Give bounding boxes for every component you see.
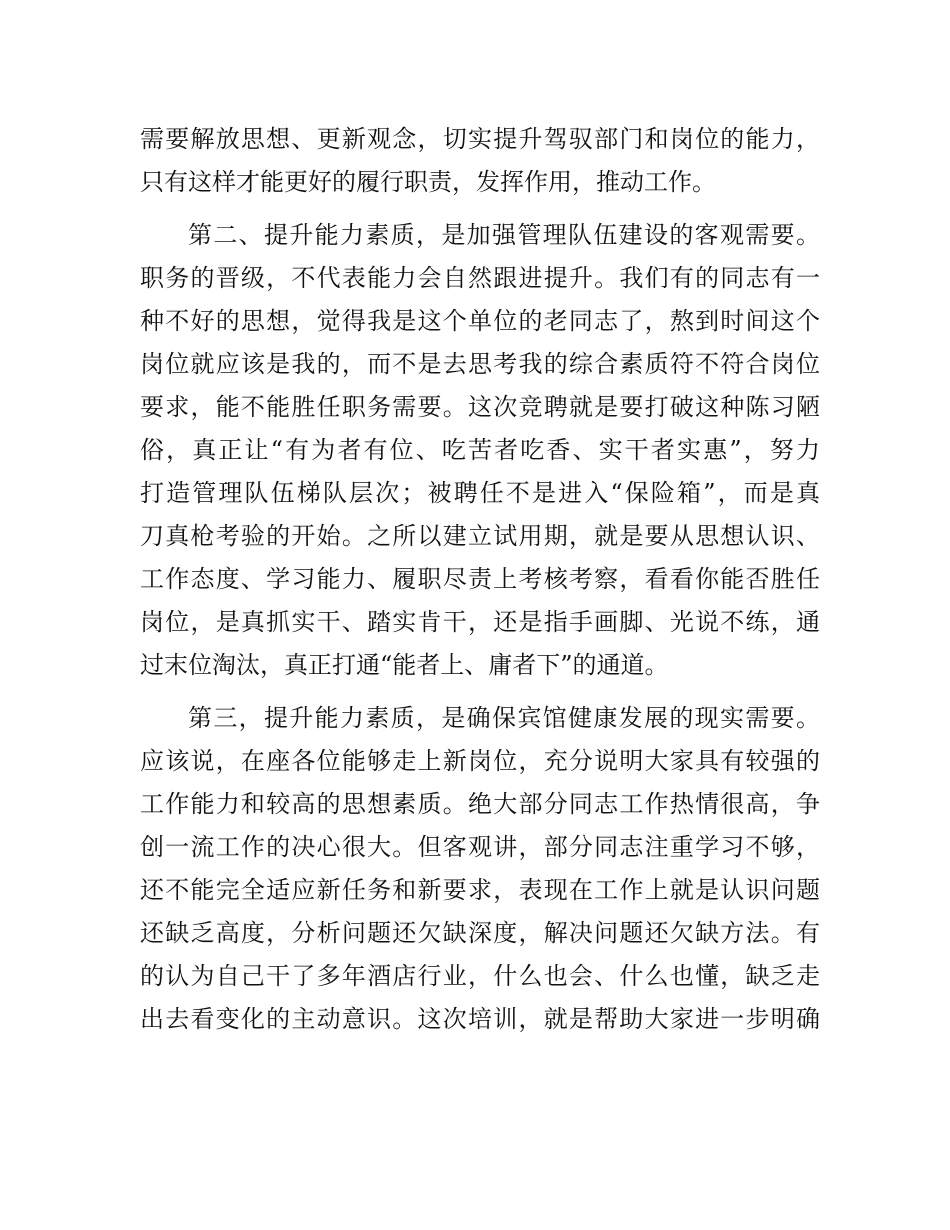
text-line: 还不能完全适应新任务和新要求，表现在工作上就是认识问题 <box>140 876 820 904</box>
text-line: 俗，真正让“有为者有位、吃苦者吃香、实干者实惠”，努力 <box>140 436 820 464</box>
text-line: 工作态度、学习能力、履职尽责上考核考察，看看你能否胜任 <box>140 565 820 593</box>
text-line: 种不好的思想，觉得我是这个单位的老同志了，熬到时间这个 <box>140 307 820 335</box>
paragraph-gap <box>140 687 820 697</box>
text-line: 第二、提升能力素质，是加强管理队伍建设的客观需要。 <box>188 221 820 249</box>
text-line: 出去看变化的主动意识。这次培训，就是帮助大家进一步明确 <box>140 1005 820 1033</box>
text-line: 职务的晋级，不代表能力会自然跟进提升。我们有的同志有一 <box>140 264 820 292</box>
text-line: 岗位，是真抓实干、踏实肯干，还是指手画脚、光说不练，通 <box>140 608 820 636</box>
text-line: 过末位淘汰，真正打通“能者上、庸者下”的通道。 <box>140 651 669 679</box>
text-line: 还缺乏高度，分析问题还欠缺深度，解决问题还欠缺方法。有 <box>140 919 820 947</box>
paragraph <box>140 118 820 204</box>
text-line: 需要解放思想、更新观念，切实提升驾驭部门和岗位的能力， <box>140 125 820 153</box>
text-line: 只有这样才能更好的履行职责，发挥作用，推动工作。 <box>140 168 716 196</box>
document-body <box>140 118 820 1041</box>
paragraph <box>140 697 820 1041</box>
text-line: 刀真枪考验的开始。之所以建立试用期，就是要从思想认识、 <box>140 522 820 550</box>
text-line: 创一流工作的决心很大。但客观讲，部分同志注重学习不够， <box>140 833 820 861</box>
paragraph-gap <box>140 204 820 214</box>
text-line: 岗位就应该是我的，而不是去思考我的综合素质符不符合岗位 <box>140 350 820 378</box>
text-line: 的认为自己干了多年酒店行业，什么也会、什么也懂，缺乏走 <box>140 962 820 990</box>
text-line: 要求，能不能胜任职务需要。这次竞聘就是要打破这种陈习陋 <box>140 393 820 421</box>
paragraph <box>140 214 820 687</box>
text-line: 第三，提升能力素质，是确保宾馆健康发展的现实需要。 <box>188 704 820 732</box>
text-line: 工作能力和较高的思想素质。绝大部分同志工作热情很高，争 <box>140 790 820 818</box>
text-line: 打造管理队伍梯队层次；被聘任不是进入“保险箱”，而是真 <box>140 479 820 507</box>
text-line: 应该说，在座各位能够走上新岗位，充分说明大家具有较强的 <box>140 747 820 775</box>
